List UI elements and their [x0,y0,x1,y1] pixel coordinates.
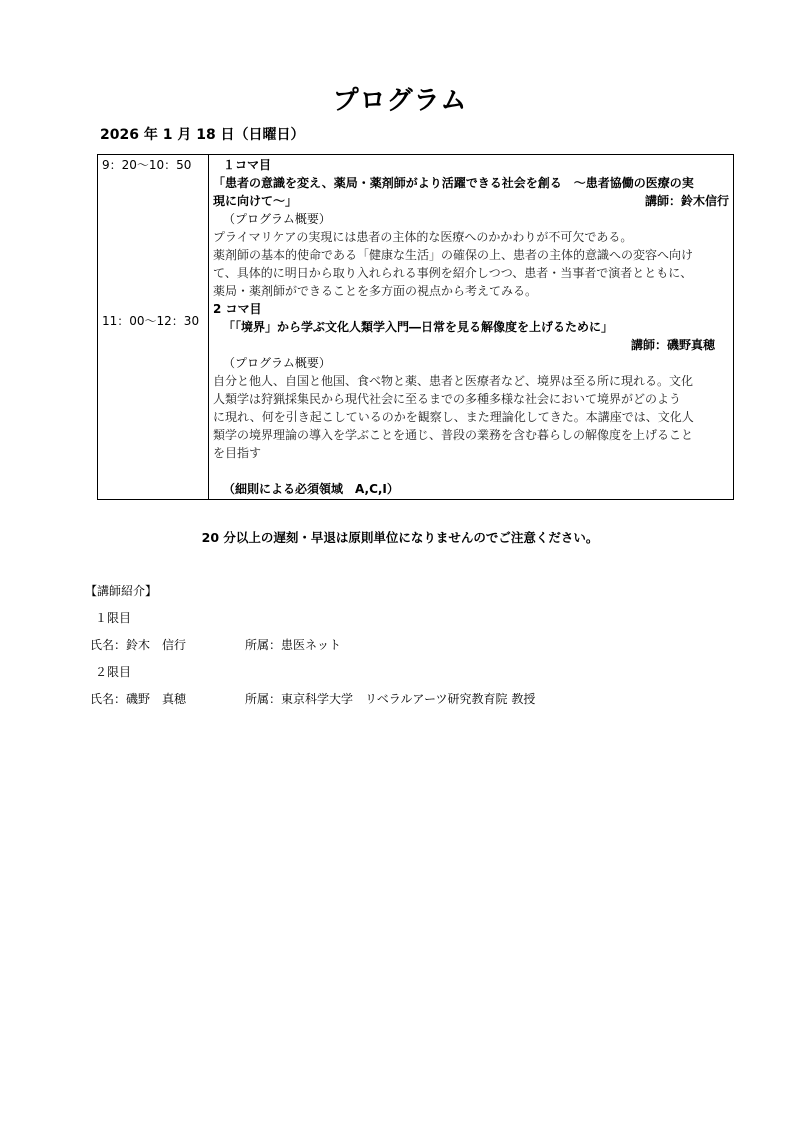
lecturer-1-row [90,636,342,653]
session2-title: 「「境界」から学ぶ文化人類学入門―日常を見る解像度を上げるために」 [223,320,614,334]
session1-title-row [213,192,729,210]
session1-title-line2: 現に向けて～」 [213,194,298,208]
session1-lecturer: 講師：鈴木信行 [644,194,729,208]
period-2-label: ２限目 [95,665,132,679]
page-title: プログラム [332,86,468,116]
session2-lecturer: 講師：磯野真穂 [630,338,715,352]
session1-desc-line: て、具体的に明日から取り入れられる事例を紹介しつつ、患者・当事者で演者とともに、 [213,266,693,280]
spacer [213,462,729,480]
session2-desc-line: 人類学は狩猟採集民から現代社会に至るまでの多種多様な社会において境界がどのよう [213,392,682,406]
session2-overview-label: （プログラム概要） [223,356,331,370]
table-row [98,155,734,500]
session1-heading: １コマ目 [223,158,272,172]
schedule-table [97,154,734,500]
session2-desc-line: 類学の境界理論の導入を学ぶことを通じ、普段の業務を含む暮らしの解像度を上げること [213,428,694,442]
required-domains: （細則による必須領域 A,C,I） [223,482,399,496]
time-slot-2: 11：00～12：30 [102,314,200,328]
session1-desc-line: 薬剤師の基本的使命である「健康な生活」の確保の上、患者の主体的意識への変容へ向け [213,248,694,262]
attendance-notice: 20 分以上の遅刻・早退は原則単位になりませんのでご注意ください。 [201,530,599,545]
lecturer-1-name: 氏名：鈴木 信行 [90,638,187,652]
lecturer-2-affiliation: 所属：東京科学大学 リベラルアーツ研究教育院 教授 [245,692,536,706]
session2-heading: 2 コマ目 [213,302,262,316]
session1-overview-label: （プログラム概要） [223,212,331,226]
period-1-label: １限目 [95,611,132,625]
session2-desc-line: に現れ、何を引き起こしているのかを観察し、また理論化してきた。本講座では、文化人 [213,410,694,424]
time-column [98,155,209,500]
event-date: 2026 年 1 月 18 日（日曜日） [100,127,305,143]
time-slot-1: 9：20～10：50 [102,158,192,172]
session1-desc-line: プライマリケアの実現には患者の主体的な医療へのかかわりが不可欠である。 [213,230,633,244]
content-column [209,155,734,500]
lecturer-2-name: 氏名：磯野 真穂 [90,692,187,706]
session1-desc-line: 薬局・薬剤師ができることを多方面の視点から考えてみる。 [213,284,538,298]
lecturer-1-affiliation: 所属：患医ネット [245,638,342,652]
lecturer-2-row [90,690,536,707]
session2-desc-line: 自分と他人、自国と他国、食べ物と薬、患者と医療者など、境界は至る所に現れる。文化 [213,374,694,388]
session1-title-line1: 「患者の意識を変え、薬局・薬剤師がより活躍できる社会を創る ～患者協働の医療の実 [213,176,694,190]
intro-heading: 【講師紹介】 [85,584,158,598]
session2-desc-line: を目指す [213,446,262,460]
